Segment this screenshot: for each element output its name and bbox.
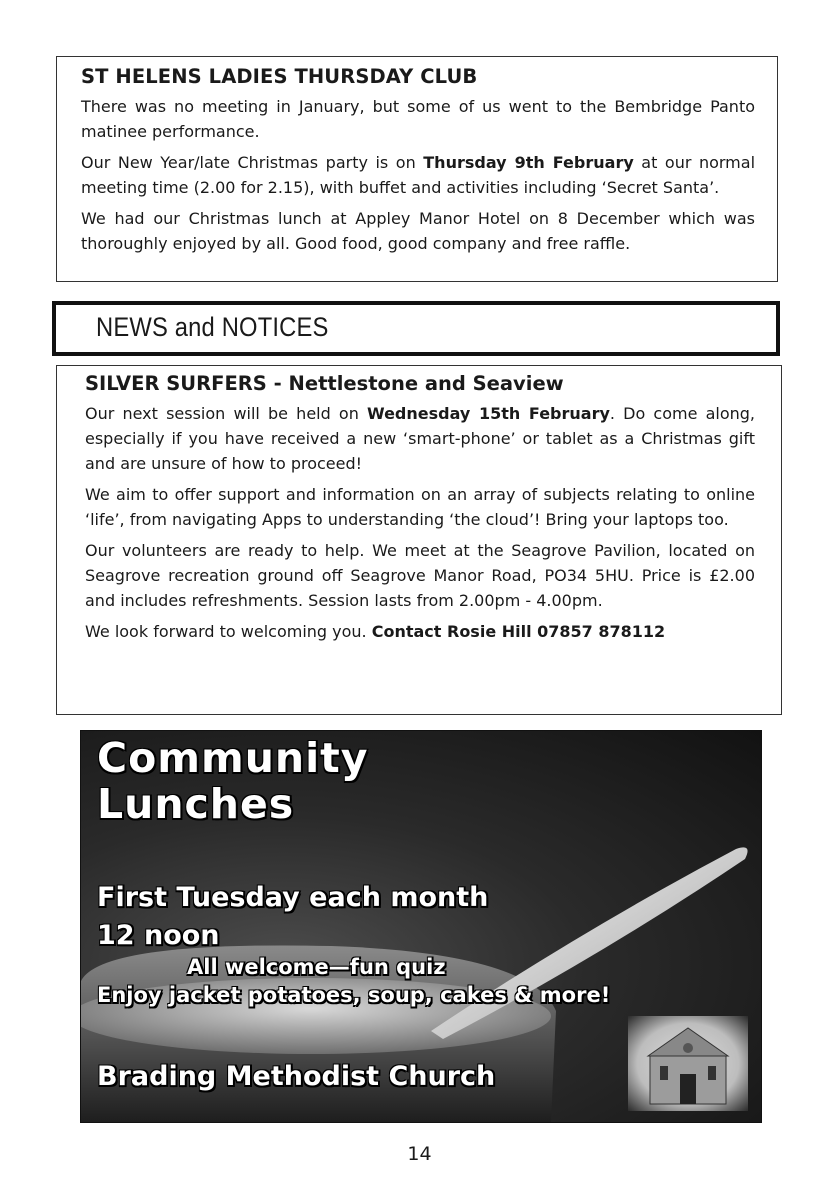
section-header-text: NEWS and NOTICES	[96, 312, 329, 342]
silver-surfers-box	[56, 365, 782, 715]
club-paragraph-2: Our New Year/late Christmas party is on Thursday 9th February at our normal meeting time (2.00 for 2.15), with buffet and activities including ‘Secret Santa’.	[81, 153, 756, 197]
surfers-paragraph-2: We aim to offer support and information on an array of subjects relating to online ‘life’, from navigating Apps to understanding ‘the cloud’! Bring your laptops too.	[85, 485, 755, 529]
club-paragraph-1: There was no meeting in January, but some of us went to the Bembridge Panto matinee performance.	[81, 97, 755, 141]
poster-schedule: First Tuesday each month 12 noon	[97, 882, 489, 951]
surfers-paragraph-4: We look forward to welcoming you. Contact Rosie Hill 07857 878112	[85, 622, 666, 641]
community-lunches-poster	[80, 730, 762, 1123]
surfers-title: SILVER SURFERS - Nettlestone and Seaview	[85, 372, 564, 395]
thursday-club-box	[56, 56, 778, 282]
session-date: Wednesday 15th February	[367, 404, 610, 423]
poster-venue: Brading Methodist Church	[97, 1061, 496, 1092]
page-number: 14	[407, 1143, 432, 1165]
contact-info: Contact Rosie Hill 07857 878112	[371, 622, 666, 641]
club-title: ST HELENS LADIES THURSDAY CLUB	[81, 65, 478, 88]
party-date: Thursday 9th February	[423, 153, 634, 172]
church-photo	[628, 1016, 748, 1111]
club-paragraph-3: We had our Christmas lunch at Appley Manor Hotel on 8 December which was thoroughly enjoyed by all. Good food, good company and free raffle.	[81, 209, 755, 253]
poster-welcome: All welcome—fun quiz	[187, 955, 446, 979]
surfers-paragraph-3: Our volunteers are ready to help. We meet at the Seagrove Pavilion, located on Seagrove recreation ground off Seagrove Manor Road, PO34 5HU. Price is £2.00 and includes refreshments. Session lasts from 2.00pm - 4.00pm.	[85, 541, 755, 610]
church-icon	[628, 1016, 748, 1111]
poster-menu: Enjoy jacket potatoes, soup, cakes & more!	[97, 983, 611, 1007]
section-header	[52, 301, 780, 356]
surfers-paragraph-1: Our next session will be held on Wednesday 15th February. Do come along, especially if you have received a new ‘smart-phone’ or tablet as a Christmas gift and are unsure of how to proceed!	[85, 404, 756, 473]
poster-title: Community Lunches	[97, 734, 369, 828]
